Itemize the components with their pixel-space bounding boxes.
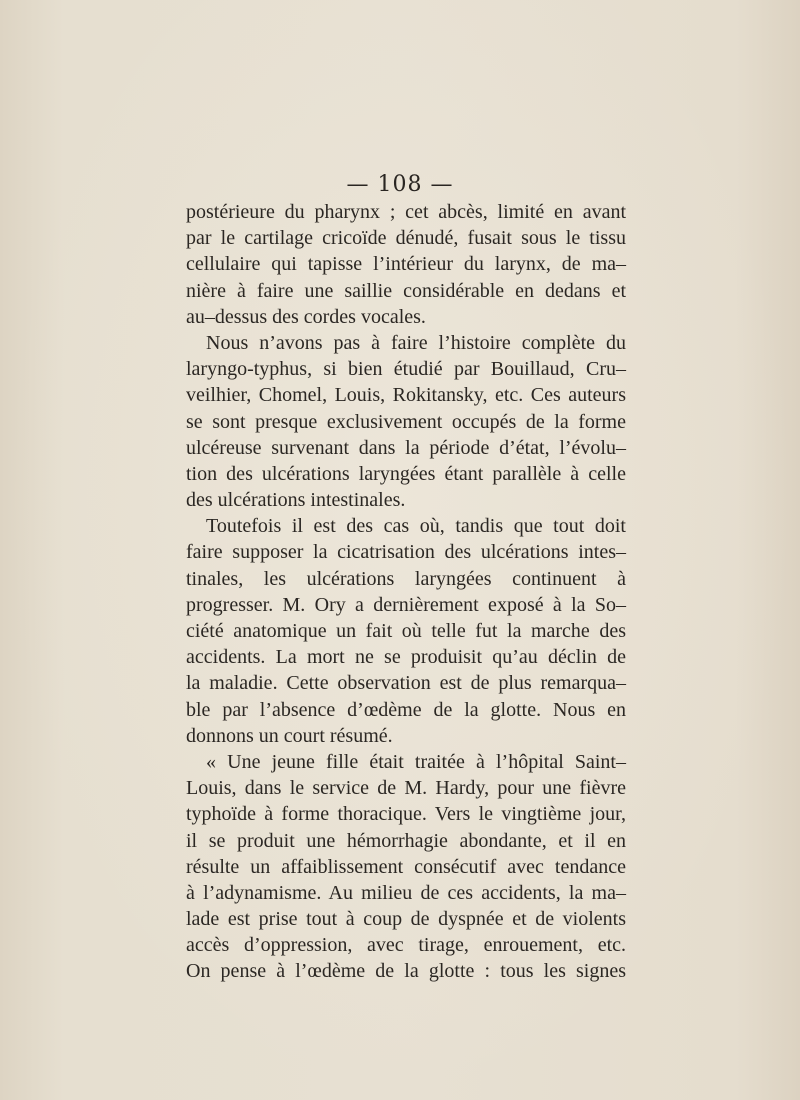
text-line: ciété anatomique un fait où telle fut la marche des	[186, 620, 626, 642]
text-line: « Une jeune fille était traitée à l’hôpital Saint–	[206, 750, 626, 773]
page-number: — 108 —	[346, 172, 454, 197]
text-line: progresser. M. Ory a dernièrement exposé à la So–	[186, 593, 626, 616]
text-line: faire supposer la cicatrisation des ulcérations intes–	[186, 541, 626, 564]
text-line: Nous n’avons pas à faire l’histoire complète du	[206, 331, 626, 354]
text-line: se sont presque exclusivement occupés de la forme	[186, 410, 626, 433]
text-line: ulcéreuse survenant dans la période d’état, l’évolu–	[186, 436, 626, 459]
text-line: cellulaire qui tapisse l’intérieur du larynx, de ma–	[186, 253, 626, 276]
text-line: typhoïde à forme thoracique. Vers le vingtième jour,	[186, 803, 626, 826]
text-line: Louis, dans le service de M. Hardy, pour une fièvre	[186, 777, 626, 800]
text-line: résulte un affaiblissement consécutif avec tendance	[186, 855, 626, 878]
text-line: par le cartilage cricoïde dénudé, fusait sous le tissu	[186, 227, 626, 250]
text-line: tion des ulcérations laryngées étant parallèle à celle	[186, 462, 626, 485]
text-line: tinales, les ulcérations laryngées continuent à	[186, 567, 626, 590]
text-line: à l’adynamisme. Au milieu de ces accidents, la ma–	[186, 881, 626, 904]
body-text	[186, 199, 626, 985]
text-line: il se produit une hémorrhagie abondante, et il en	[186, 829, 626, 852]
text-line: Toutefois il est des cas où, tandis que tout doit	[206, 515, 626, 538]
text-line: On pense à l’œdème de la glotte : tous les signes	[186, 960, 626, 983]
text-line: donnons un court résumé.	[186, 724, 393, 747]
text-line: des ulcérations intestinales.	[186, 489, 406, 512]
text-line: accidents. La mort ne se produisit qu’au déclin de	[186, 646, 626, 669]
text-line: veilhier, Chomel, Louis, Rokitansky, etc. Ces auteurs	[186, 384, 626, 407]
text-line: la maladie. Cette observation est de plus remarqua–	[186, 672, 626, 695]
text-line: accès d’oppression, avec tirage, enrouement, etc.	[186, 934, 626, 957]
text-line: lade est prise tout à coup de dyspnée et de violents	[186, 908, 626, 931]
text-line: postérieure du pharynx ; cet abcès, limité en avant	[186, 201, 626, 223]
text-line: nière à faire une saillie considérable en dedans et	[186, 279, 626, 302]
text-line: au–dessus des cordes vocales.	[186, 305, 426, 328]
text-line: laryngo-typhus, si bien étudié par Bouillaud, Cru–	[186, 358, 626, 381]
text-line: ble par l’absence d’œdème de la glotte. Nous en	[186, 698, 626, 721]
